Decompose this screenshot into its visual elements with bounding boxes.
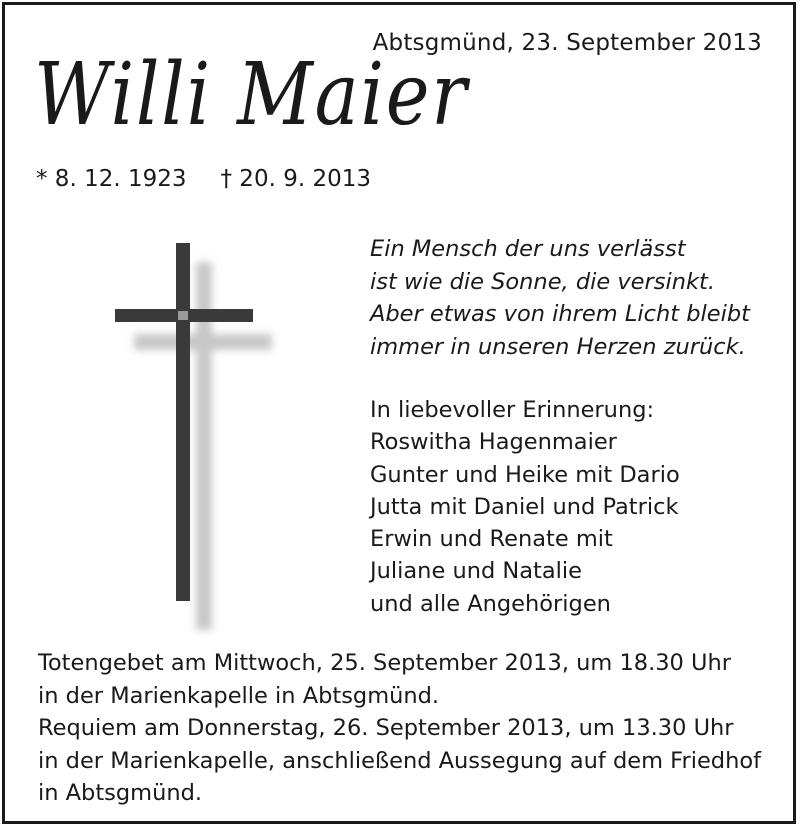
poem [370, 233, 750, 363]
mourner-line: Jutta mit Daniel und Patrick [370, 493, 679, 520]
deceased-name: Willi Maier [34, 45, 469, 145]
death-date: † 20. 9. 2013 [220, 166, 371, 192]
mourner-line: Gunter und Heike mit Dario [370, 461, 680, 488]
mourner-line: Roswitha Hagenmaier [370, 429, 617, 456]
poem-line: immer in unseren Herzen zurück. [370, 333, 746, 360]
cross [115, 243, 253, 601]
notice-line: Requiem am Donnerstag, 26. September 2013, um 13.30 Uhr [38, 715, 734, 741]
notice-line: in der Marienkapelle, anschließend Aussegung auf dem Friedhof [38, 747, 762, 774]
poem-line: ist wie die Sonne, die versinkt. [370, 268, 716, 295]
cross-icon [112, 240, 292, 640]
service-notice [38, 647, 761, 810]
poem-line: Ein Mensch der uns verlässt [370, 236, 686, 262]
mourners-heading: In liebevoller Erinnerung: [370, 397, 655, 423]
mourners-list [370, 394, 680, 620]
mourner-line: Juliane und Natalie [370, 558, 582, 585]
poem-line: Aber etwas von ihrem Licht bleibt [370, 301, 750, 327]
life-dates [36, 166, 371, 192]
notice-line: in der Marienkapelle in Abtsgmünd. [38, 682, 440, 709]
place-date: Abtsgmünd, 23. September 2013 [372, 30, 762, 56]
mourner-line: Erwin und Renate mit [370, 526, 613, 553]
birth-date: * 8. 12. 1923 [36, 166, 187, 192]
notice-line: Totengebet am Mittwoch, 25. September 2013, um 18.30 Uhr [38, 650, 731, 676]
notice-line: in Abtsgmünd. [38, 780, 203, 806]
mourner-line: und alle Angehörigen [370, 590, 611, 617]
